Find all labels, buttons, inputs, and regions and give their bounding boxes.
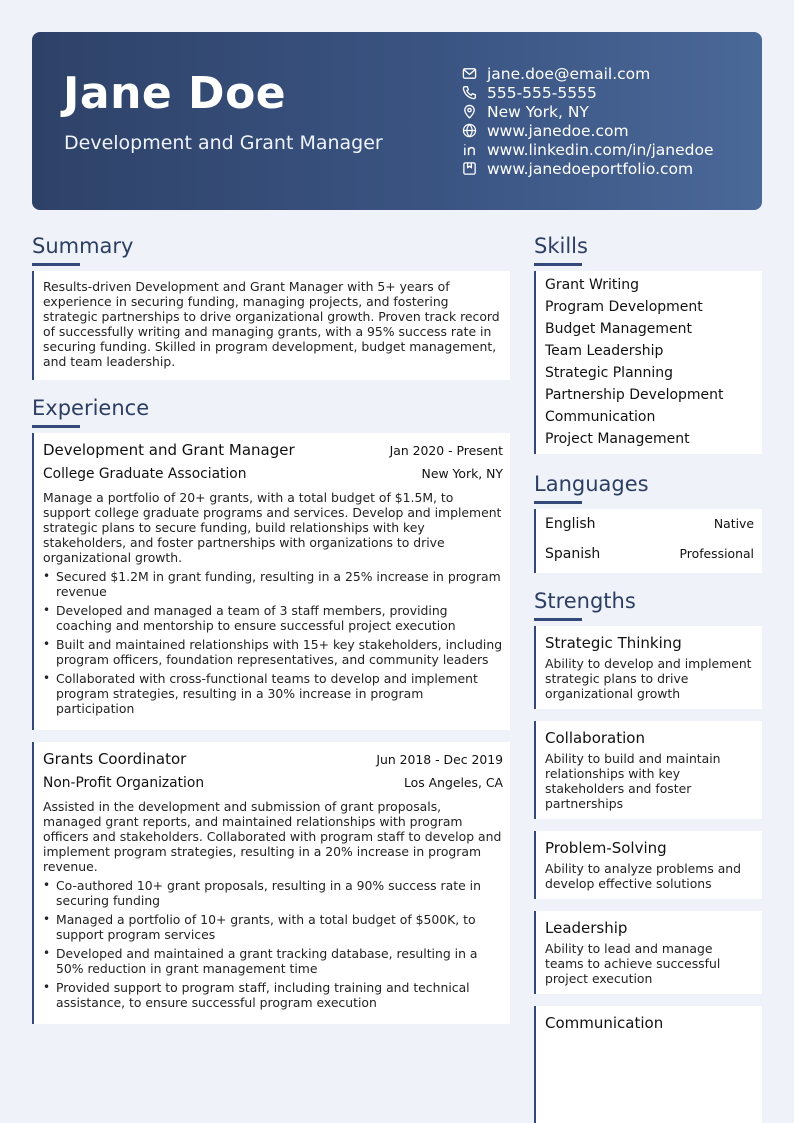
contact-portfolio[interactable]: [462, 159, 714, 178]
achievement-item: • Collaborated with cross-functional teams to develop and implement program strategies, resulting in a 30% increase in program participation: [43, 671, 503, 716]
strength-title: Leadership: [545, 919, 628, 937]
skills-card: [534, 271, 762, 454]
summary-card: [32, 271, 510, 380]
strength-title: Problem-Solving: [545, 839, 667, 857]
skill-item: Program Development: [545, 299, 703, 315]
job-location: New York, NY: [421, 466, 503, 481]
languages-card: [534, 509, 762, 573]
skills-heading: Skills: [534, 232, 762, 266]
contact-email[interactable]: [462, 64, 714, 83]
skill-item: Team Leadership: [545, 343, 664, 359]
summary-heading: Summary: [32, 232, 510, 266]
contact-linkedin-text: www.linkedin.com/in/janedoe: [487, 140, 714, 159]
linkedin-icon: [462, 142, 477, 157]
achievement-item: • Co-authored 10+ grant proposals, resulting in a 90% success rate in securing funding: [43, 878, 503, 908]
experience-heading: Experience: [32, 394, 510, 428]
main-column: [32, 232, 510, 1036]
phone-icon: [462, 85, 477, 100]
languages-heading: Languages: [534, 470, 762, 504]
job-description: Assisted in the development and submission of grant proposals, managed grant reports, and maintained relationships with program officers and stakeholders. Collaborated with program staff to develop and implement program strategies, resulting in a 20% increase in program revenue.: [43, 799, 502, 874]
achievement-item: • Provided support to program staff, including training and technical assistance, to ensure successful program execution: [43, 980, 503, 1010]
strength-item: [534, 1006, 762, 1123]
job-organization: Non-Profit Organization: [43, 775, 205, 791]
skill-item: Partnership Development: [545, 387, 724, 403]
strength-item: [534, 721, 762, 819]
strength-title: Collaboration: [545, 729, 645, 747]
candidate-name: Jane Doe: [63, 68, 287, 119]
email-icon: [462, 66, 477, 81]
contact-phone[interactable]: [462, 83, 714, 102]
job-description: Manage a portfolio of 20+ grants, with a total budget of $1.5M, to support college graduate programs and services. Develop and implement strategic plans to secure funding, build relationships with key stakeholders, and foster partnerships with organizations to drive organizational growth.: [43, 490, 502, 565]
strengths-heading: Strengths: [534, 587, 762, 621]
experience-item: [32, 742, 510, 1024]
job-organization: College Graduate Association: [43, 466, 247, 482]
achievement-item: • Developed and managed a team of 3 staff members, providing coaching and mentorship to ensure successful project execution: [43, 603, 503, 633]
experience-item: [32, 433, 510, 730]
achievement-item: • Secured $1.2M in grant funding, resulting in a 25% increase in program revenue: [43, 569, 503, 599]
skill-item: Project Management: [545, 431, 690, 447]
job-achievements: [43, 569, 503, 716]
globe-icon: [462, 123, 477, 138]
skill-item: Grant Writing: [545, 277, 639, 293]
contact-list: [462, 64, 714, 178]
contact-website-text: www.janedoe.com: [487, 121, 629, 140]
strength-title: Strategic Thinking: [545, 634, 682, 652]
job-title: Development and Grant Manager: [43, 441, 295, 459]
contact-email-text: jane.doe@email.com: [487, 64, 651, 83]
contact-phone-text: 555-555-5555: [487, 83, 597, 102]
portfolio-icon: [462, 161, 477, 176]
sidebar-column: [534, 232, 762, 1123]
candidate-title: Development and Grant Manager: [64, 132, 383, 154]
strength-description: Ability to develop and implement strategic plans to drive organizational growth: [545, 656, 752, 701]
strength-item: [534, 831, 762, 899]
language-name: English: [545, 516, 596, 532]
contact-portfolio-text: www.janedoeportfolio.com: [487, 159, 694, 178]
language-item: [545, 511, 754, 541]
strength-description: Ability to analyze problems and develop effective solutions: [545, 861, 742, 891]
job-location: Los Angeles, CA: [403, 775, 503, 790]
language-name: Spanish: [545, 546, 601, 562]
skill-item: Communication: [545, 409, 656, 425]
contact-linkedin[interactable]: [462, 140, 714, 159]
contact-location: [462, 102, 714, 121]
job-date: Jun 2018 - Dec 2019: [376, 752, 503, 767]
location-icon: [462, 104, 477, 119]
achievement-item: • Built and maintained relationships with 15+ key stakeholders, including program officers, foundation representatives, and community leaders: [43, 637, 503, 667]
achievement-item: • Developed and maintained a grant tracking database, resulting in a 50% reduction in grant management time: [43, 946, 503, 976]
language-level: Professional: [679, 546, 754, 561]
strength-description: Ability to build and maintain relationships with key stakeholders and foster partnerships: [545, 751, 721, 811]
language-level: Native: [713, 516, 754, 531]
language-item: [545, 541, 754, 571]
contact-location-text: New York, NY: [487, 102, 589, 121]
job-date: Jan 2020 - Present: [389, 443, 503, 458]
summary-text: Results-driven Development and Grant Manager with 5+ years of experience in securing funding, managing projects, and fostering strategic partnerships to drive organizational growth. Proven track record of successfully writing and managing grants, with a 95% success rate in securing funding. Skilled in program development, budget management, and team leadership.: [43, 279, 500, 369]
strength-description: Ability to lead and manage teams to achieve successful project execution: [545, 941, 721, 986]
skill-item: Budget Management: [545, 321, 693, 337]
skill-item: Strategic Planning: [545, 365, 674, 381]
strength-item: [534, 911, 762, 994]
resume-header: [32, 32, 762, 210]
job-title: Grants Coordinator: [43, 750, 187, 768]
strength-title: Communication: [545, 1014, 664, 1032]
contact-website[interactable]: [462, 121, 714, 140]
achievement-item: • Managed a portfolio of 10+ grants, with a total budget of $500K, to support program services: [43, 912, 503, 942]
strength-item: [534, 626, 762, 709]
job-achievements: [43, 878, 503, 1010]
